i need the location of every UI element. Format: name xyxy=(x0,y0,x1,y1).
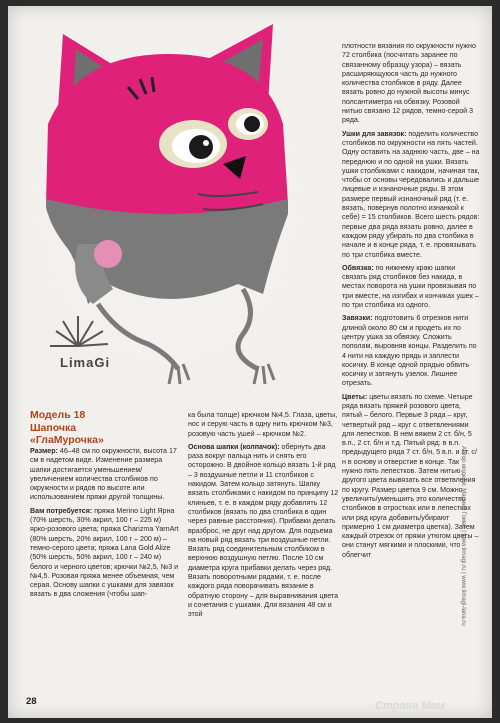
paragraph-size: Размер: 46–48 см по окружности, высота 17 см в надетом виде. Изменение размера шапки достигается уменьшением/увеличением количества столбиков по окружности и рядов по высоте или использованием пряжи другой толщины. xyxy=(30,447,177,502)
model-title xyxy=(30,409,180,447)
paragraph-base: Основа шапки (колпачок): обернуть два раза вокруг пальца нить и снять его осторожно. В двойное кольцо вязать 1-й ряд – 3 воздушные петли и 11 столбиков с накидом. Затем кольцо затянуть. Шапку вязать столбиками с накидом по принципу 12 клиньев, т. е. в каждом ряду добавлять 12 столбиков (вязать по два столбика в один через равные расстояния). Прибавки делать вразброс, не друг над другом. Для подъема на новый ряд вязать три воздушные петли. Вязать ряд соединительным столбиком в верхнюю воздушную петлю. После 10 см диаметра круга прибавки делать через ряд. Вязать поворотными рядами, т. е. после каждого ряда поворачивать вязание в обратную сторону – для выравнивания цвета и сочетания с ушками. Для вязания 48 см и этой xyxy=(188,442,339,619)
page-number: 28 xyxy=(26,696,37,707)
model-name-line2: «ГлаМурочка» xyxy=(30,434,104,446)
model-name-line1: Шапочка xyxy=(30,421,77,434)
magazine-page xyxy=(8,6,492,718)
paragraph-flowers: Цветы: цветы вязать по схеме. Четыре ряда вязать пряжей розового цвета, пятый – белого. Первые 3 ряда – круг, четвертый ряд – круг с ответвлениями для лепестков. В нем вяжем 2 ст. б/н, 5 в.п., 2 ст. б/н и т.д. Пятый ряд: в в.п. предыдущего ряда 7 ст. б/н, 5 в.п. и ст. с/н в основу и отверстие в конце. Так нужно пять лепестков. Затем нитью другого цвета вывязать все ответвления по кругу. Размер цветка 9 см. Можно увеличить/уменьшить это количество столбиков в отростках или в лепестках или ряд круга добавить/убирают примерно 1 см диаметра цветка). Затем каждый отрезок от пряжи утюгом цветы – они станут мягкими и плоскими, что облегчит xyxy=(342,392,479,559)
model-number: Модель 18 xyxy=(30,409,86,421)
paragraph-ear-flaps: Ушки для завязок: поделить количество столбиков по окружности на пять частей. Одну оставить на заднюю часть, две – на переднюю и по одной на ушки. Вязать ушки столбиками с накидом, начиная так, чтобы от основы чередовались и дальше лицевые и изнаночные ряды. В этом размере первый изнаночный ряд (т. е. вязать, повернув полотно изнанкой к себе) = 15 столбиков. Всего шесть рядов: первые два ряда вязать ровно, далее в каждом ряду убирать по два столбика в начале и в конце ряда, т. е. провязывать по три столбика вместе. xyxy=(342,129,480,259)
paragraph-density: плотности вязания по окружности нужно 72 столбика (посчитать заранее по связанному образцу узора) – вязать расширяющуюся часть до нужного количества столбиков в ряду. Далее вязать ровно до нужной высоты минус полсантиметра на обвязку. Розовой нитью связано 12 рядов, темно-серой 3 ряда. xyxy=(342,42,476,125)
paragraph-hooks: ка была толще) крючком №4,5. Глаза, цветы, нос и серую часть в одну нить крючком №3, розовую часть ушей – крючком №2. xyxy=(188,411,338,438)
paragraph-materials: Вам потребуется: пряжа Merino Light Ярна (70% шерсть, 30% акрил, 100 г – 225 м) ярко-розового цвета; пряжа Charizma YarnArt (80% шерсть, 20% акрил, 100 г – 200 м) – темно-серого цвета; пряжа Lana Gold Alize (50% шерсть, 50% акрил, 100 г – 240 м) белого и черного цветов; крючки №2,5, №3 и №4,5. Розовая пряжа менее объемная, чем серая. Основу шапки с ушками для завязок вязать в два сложения (чтобы шап- xyxy=(30,506,179,599)
text-column-middle xyxy=(188,411,340,624)
paragraph-edging: Обвязка: по нижнему краю шапки связать ряд столбиков без накида, в местах поворота на ушки провязывая по три вместе, на изгибах и кончиках ушек – по три столбика из одного. xyxy=(342,263,479,310)
logo-text: LimaGi xyxy=(60,355,111,370)
watermark: Страна Мам xyxy=(375,700,445,712)
paragraph-ties: Завязки: подготовить 6 отрезков нити длиной около 80 см и продеть их по центру ушка за обвязку. Сложить пополам, выровняв концы. Разделить по 4 нити на каждую прядь и заплести косичку. В конце одной прядью обвить косичку и затянуть узелок. Лишнее отрезать. xyxy=(342,314,477,388)
text-column-left xyxy=(30,447,180,604)
side-credit: Автор модели: Марина Гомеп | www.limagi.ru | www.limagi-lana.ru xyxy=(460,446,466,626)
